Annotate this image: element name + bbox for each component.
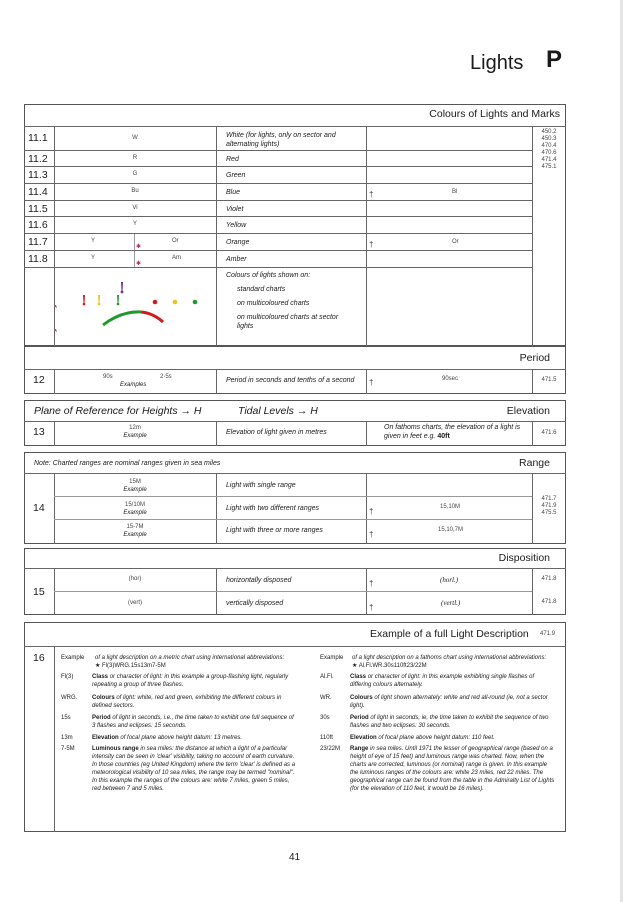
full-left-text: of a light description on a metric chart using international abbreviations: [95,655,285,661]
term: Class [350,674,367,680]
colour-row-num: 11.6 [28,219,48,231]
term: Class [92,674,109,680]
range-example-label: Example [123,532,147,538]
full-left-key: 13m [61,735,73,741]
period-old: 90sec [442,376,459,382]
term: Colours [350,695,373,701]
term: Range [350,746,369,752]
full-description-heading: Example of a full Light Description [370,628,529,640]
light-colour-illustration [55,278,215,346]
colour-row-num: 11.3 [28,169,48,181]
term: Elevation [92,735,119,741]
elevation-example: 12m [129,425,141,431]
disposition-num: 15 [33,586,45,598]
colour-abbrev: Y [91,238,96,244]
colour-abbrev: Bu [131,188,139,194]
ref-number: 471.4 [541,157,557,163]
full-right-key: Al.Fl. [320,674,334,680]
period-num: 12 [33,374,45,386]
ref-number: 471.8 [541,576,557,582]
full-right-code: ★ Al.Fl.WR.30s110ft23/22M [352,663,427,669]
term: Luminous range [92,746,139,752]
colour-abbrev: R [132,155,138,161]
disposition-abbrev: (vert) [128,600,142,606]
period-examples-label: Examples [120,382,147,388]
ref-number: 471.6 [541,430,557,436]
term-desc: of focal plane above height datum: 13 metres. [120,735,243,741]
elevation-fathoms-note [384,423,529,441]
colour-row-num: 11.7 [28,236,48,248]
disposition-desc: horizontally disposed [226,577,292,584]
term-desc: in sea miles: the distance at which a light of a particular intensity can be seen in 'clear' visibility, taking no account of earth curvature. In those countries (eg United Kingdom) where the term 'clear' is defined as a meteorological visibility of 10 sea miles, the range may be termed "nominal". In this example the ranges of the colours are: white 7 miles, green 5 miles, red between 7 and 5 miles. [92,746,296,792]
ref-number: 450.3 [541,136,557,142]
full-left-key: 7-5M [61,746,75,752]
section-letter: P [546,46,563,73]
full-right-text: of a light description on a fathoms chart using international abbreviations: [352,655,547,661]
magenta-flare-icon [55,329,57,332]
full-right-key: 110ft [320,735,333,741]
violet-flare-icon [121,282,124,293]
light-flare-icon: ✱ [136,244,142,250]
shown-on-lead: Colours of lights shown on: [226,272,311,279]
ref-number: 471.9 [541,503,557,509]
sector-arc-icon [103,312,163,325]
colour-desc: Green [226,172,246,179]
term-desc: or character of light: in this example exhibiting single flashes of differing colours alternately. [350,674,535,688]
colour-abbrev: Am [172,255,181,261]
period-desc: Period in seconds and tenths of a second [226,377,355,384]
colour-abbrev: Or [172,238,179,244]
elevation-num: 13 [33,426,45,438]
dagger-mark: † [369,240,374,249]
range-heading: Range [519,457,550,469]
full-left-text [92,673,297,689]
range-example-label: Example [123,487,147,493]
ref-number: 471.9 [540,631,556,637]
colour-abbrev: W [132,135,138,141]
range-num: 14 [33,502,45,514]
term-desc: of light shown alternately: white and red all-round (ie, not a sector light). [350,695,548,709]
full-left-key: Fl(3) [61,674,74,680]
green-dot-icon [193,300,198,305]
term-desc: or character of light: in this example a group-flashing light, regularly repeating a group of three flashes. [92,674,289,688]
elevation-desc: Elevation of light given in metres [226,429,327,436]
ref-number: 471.8 [541,599,557,605]
term-desc: of focal plane above height datum: 110 feet. [378,735,495,741]
term: Elevation [350,735,377,741]
full-right-key: 23/22M [320,746,341,752]
shown-on-sector: on multicoloured charts at sector lights [237,314,339,330]
range-example: 15M [129,479,141,485]
plane-of-reference: Plane of Reference for Heights → H [34,405,202,417]
full-right-text [350,714,557,730]
elevation-fathoms-value: 40ft [437,433,450,440]
full-left-text [92,745,297,793]
magenta-flare-icon [55,305,57,308]
term: Period [92,715,111,721]
page-edge-shadow [620,0,623,902]
full-left-key: 15s [61,715,71,721]
full-right-key: 30s [320,715,330,721]
red-dot-icon [153,300,158,305]
term-desc: in sea miles. Until 1971 the lesser of geographical range (based on a height of eye of 15 feet) and luminous range was charted. Now, when the charts are corrected, luminous (or nominal) range is given. In this example the luminous ranges of the colours are: white 23 miles, red 22 miles. The geographical range can be found from the table in the Admiralty List of Lights (for the elevation of 110 feet, it would be 16 miles). [350,746,555,792]
colour-row-num: 11.5 [28,203,48,215]
period-heading: Period [519,352,550,364]
colour-desc: Blue [226,189,241,196]
dagger-mark: † [369,530,374,539]
tidal-levels: Tidal Levels → H [238,405,318,417]
old-abbrev: Bl [452,189,458,195]
light-flare-icon: ✱ [136,261,142,267]
colour-row-num: 11.1 [28,132,48,144]
red-flare-icon [83,295,86,305]
term-desc: of light in seconds, i.e., the time taken to exhibit one full sequence of 3 flashes and eclipses: 15 seconds. [92,715,294,729]
ref-number: 470.4 [541,143,557,149]
range-desc: Light with three or more ranges [226,527,323,534]
page-title: Lights [470,52,524,74]
dagger-mark: † [369,190,374,199]
colour-row-num: 11.4 [28,186,48,198]
dagger-mark: † [369,579,374,588]
dagger-mark: † [369,507,374,516]
ref-number: 470.6 [541,150,557,156]
colour-abbrev: Y [132,221,137,227]
yellow-flare-icon [98,295,101,305]
shown-on-multicoloured: on multicoloured charts [237,300,310,307]
term-desc: of light: white, red and green, exhibiting the different colours in defined sectors. [92,695,282,709]
disposition-old: (horl.) [440,576,459,584]
full-left-key: Example [61,655,85,661]
range-note: Note: Charted ranges are nominal ranges given in sea miles [34,460,221,467]
colour-desc: White (for lights, only on sector and alternating lights) [226,132,336,148]
full-right-key: Example [320,655,344,661]
green-flare-icon [117,295,120,305]
term-desc: of light in seconds, ie, the time taken to exhibit the sequence of two flashes and two eclipses: 30 seconds. [350,715,549,729]
range-old: 15,10,7M [438,527,464,533]
full-left-code: ★ Fl(3)WRG.15s13m7-5M [95,663,166,669]
term: Colours [92,695,115,701]
range-example-label: Example [123,510,147,516]
colour-desc: Red [226,156,239,163]
term: Period [350,715,369,721]
full-left-text [92,694,297,710]
dagger-mark: † [369,603,374,612]
colour-desc: Amber [226,256,247,263]
shown-on-standard: standard charts [237,286,286,293]
period-example-1: 90s [103,374,113,380]
colour-abbrev: Vi [132,205,138,211]
full-left-text [92,734,297,742]
elevation-heading: Elevation [506,405,550,417]
elevation-example-label: Example [123,433,147,439]
range-old: 15,10M [440,504,461,510]
period-example-2: 2·5s [160,374,172,380]
full-num: 16 [33,652,45,664]
ref-number: 450.2 [541,129,557,135]
colour-desc: Orange [226,239,250,246]
range-example: 15-7M [126,524,144,530]
yellow-dot-icon [173,300,178,305]
disposition-old: (vertl.) [441,599,461,607]
range-desc: Light with single range [226,482,296,489]
dagger-mark: † [369,378,374,387]
colours-heading: Colours of Lights and Marks [429,108,560,120]
full-right-key: WR. [320,695,332,701]
range-example: 15/10M [124,502,145,508]
disposition-abbrev: (hor) [128,576,142,582]
elevation-fathoms-text: On fathoms charts, the elevation of a light is given in feet e.g. [384,424,521,440]
page-number: 41 [289,852,301,863]
ref-number: 475.5 [541,510,557,516]
colour-abbrev: G [132,171,138,177]
full-left-text [92,714,297,730]
disposition-desc: vertically disposed [226,600,284,607]
colour-desc: Yellow [226,222,247,229]
ref-number: 475.1 [541,164,557,170]
ref-number: 471.7 [541,496,557,502]
colour-row-num: 11.2 [28,153,48,165]
colour-desc: Violet [226,206,244,213]
old-abbrev: Or [452,239,459,245]
full-right-text [350,745,557,793]
full-left-key: WRG. [61,695,78,701]
colour-abbrev: Y [91,255,96,261]
full-right-text [350,694,557,710]
colour-row-num: 11.8 [28,253,48,265]
disposition-heading: Disposition [498,552,550,564]
full-right-text [350,734,557,742]
range-desc: Light with two different ranges [226,505,319,512]
ref-number: 471.5 [541,377,557,383]
full-right-text [350,673,557,689]
